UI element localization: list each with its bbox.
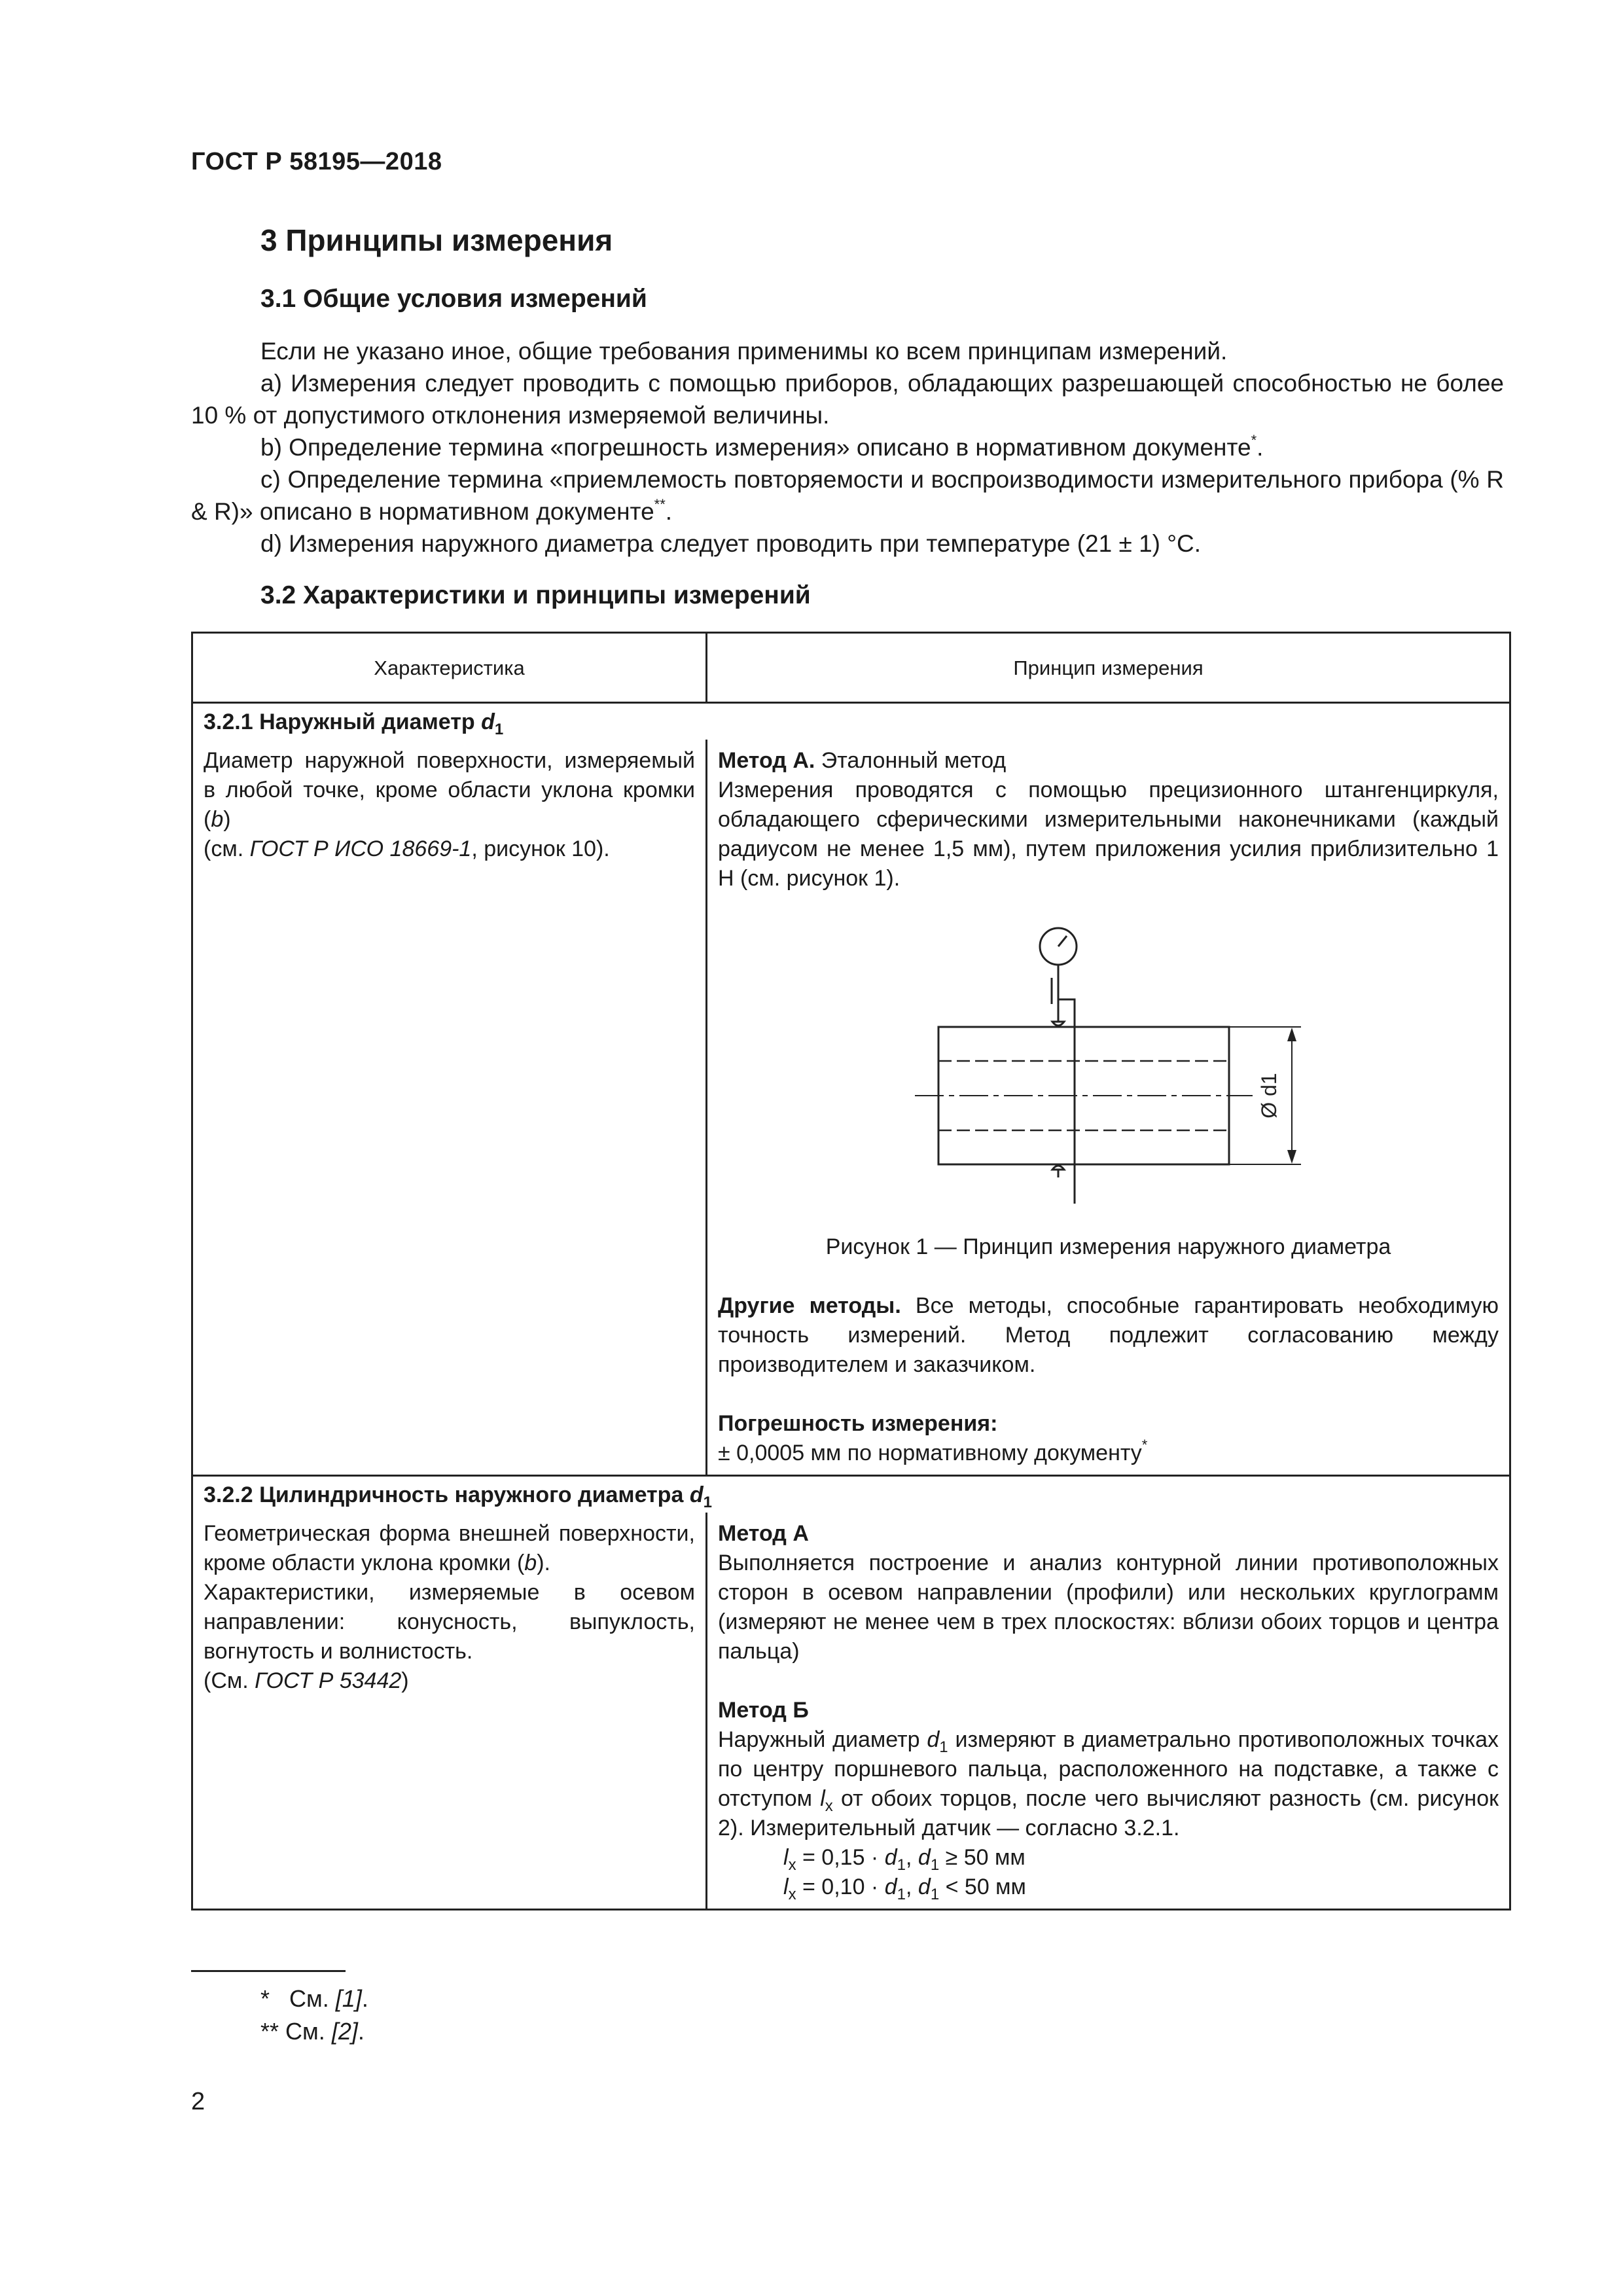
footnote-2-reference: [2] bbox=[331, 2018, 358, 2045]
gauge-needle bbox=[1058, 936, 1067, 946]
edge-slope-symbol: b bbox=[211, 807, 224, 832]
f2-d-sub: 1 bbox=[897, 1886, 906, 1903]
method-a-heading-2: Метод А bbox=[718, 1521, 809, 1546]
f2-x: x bbox=[788, 1886, 796, 1903]
row-3-2-1-heading-text: 3.2.1 Наружный диаметр bbox=[204, 709, 482, 734]
lower-probe-tip bbox=[1052, 1166, 1064, 1170]
method-a-description: Измерения проводятся с помощью прецизионного штангенциркуля, обладающего сферическими измерительными наконечниками (каждый радиусом не менее 1,5 мм), путем приложения усилия приблизительно 1 Н (см. рисунок 1). bbox=[718, 778, 1499, 891]
row-3-2-2-body bbox=[192, 1513, 1510, 1910]
item-b-footnote-mark: * bbox=[1251, 432, 1257, 448]
method-a-label: Метод А. bbox=[718, 748, 815, 773]
f1-d2: d bbox=[918, 1845, 931, 1870]
document-code: ГОСТ Р 58195—2018 bbox=[191, 148, 442, 175]
item-d: d) Измерения наружного диаметра следует проводить при температуре (21 ± 1) °C. bbox=[260, 530, 1202, 557]
sym-d: d bbox=[927, 1727, 940, 1752]
error-footnote-mark: * bbox=[1141, 1437, 1148, 1453]
footnote-1-suffix: . bbox=[361, 1985, 368, 2012]
sym-l-sub: x bbox=[825, 1797, 833, 1815]
f1-a: = 0,15 · bbox=[796, 1845, 885, 1870]
sym-d-sub: 1 bbox=[939, 1738, 948, 1756]
outer-diameter-description: Диаметр наружной поверхности, измеряемый в любой точке, кроме области уклона кромки ( bbox=[204, 748, 695, 832]
column-header-characteristic: Характеристика bbox=[192, 633, 707, 703]
f1-c: ≥ 50 мм bbox=[939, 1845, 1026, 1870]
paren-close-2: ). bbox=[537, 1551, 550, 1575]
measurement-error-label: Погрешность измерения: bbox=[718, 1411, 998, 1436]
diameter-label: Ø d1 bbox=[1257, 1073, 1281, 1119]
item-b-text: b) Определение термина «погрешность измерения» описано в нормативном документе bbox=[260, 434, 1251, 461]
method-a-heading bbox=[718, 746, 1499, 776]
f2-d2-sub: 1 bbox=[930, 1886, 940, 1903]
edge-slope-symbol-2: b bbox=[524, 1551, 537, 1575]
row-3-2-1-heading bbox=[192, 703, 1510, 740]
cylindricity-description: Геометрическая форма внешней поверхности, кроме области уклона кромки ( bbox=[204, 1521, 695, 1575]
f2-b: , bbox=[905, 1874, 918, 1899]
reference-suffix: , рисунок 10). bbox=[471, 836, 610, 861]
characteristics-table bbox=[191, 632, 1511, 1910]
sym-l: l bbox=[820, 1786, 825, 1811]
formula-2 bbox=[718, 1873, 1499, 1902]
other-methods bbox=[718, 1291, 1499, 1380]
figure-1-caption: Рисунок 1 — Принцип измерения наружного диаметра bbox=[825, 1234, 1391, 1259]
f2-d2: d bbox=[918, 1874, 931, 1899]
method-b-text-3: от обоих торцов, после чего вычисляют разность (см. рисунок 2). Измерительный датчик — согласно 3.2.1. bbox=[718, 1786, 1499, 1840]
row-3-2-1-characteristic bbox=[192, 740, 707, 1476]
row-3-2-1-body bbox=[192, 740, 1510, 1476]
dimension-arrow-bottom bbox=[1287, 1150, 1296, 1164]
paren-close: ) bbox=[223, 807, 231, 832]
f1-x: x bbox=[788, 1856, 796, 1874]
section-title: 3 Принципы измерения bbox=[260, 223, 613, 257]
footnote-2-mark: ** bbox=[260, 2018, 279, 2045]
f2-a: = 0,10 · bbox=[796, 1874, 885, 1899]
f1-l: l bbox=[783, 1845, 789, 1870]
f2-l: l bbox=[783, 1874, 789, 1899]
d1-subscript: 1 bbox=[494, 721, 504, 738]
method-b-description bbox=[718, 1725, 1499, 1843]
item-c bbox=[191, 463, 1504, 528]
intro-paragraph: Если не указано иное, общие требования применимы ко всем принципам измерений. bbox=[260, 338, 1228, 365]
footnote-1-reference: [1] bbox=[335, 1985, 362, 2012]
method-b-heading: Метод Б bbox=[718, 1698, 809, 1723]
row-3-2-2-principle bbox=[707, 1513, 1510, 1910]
d1-symbol: d bbox=[481, 709, 495, 734]
method-b-text-1: Наружный диаметр bbox=[718, 1727, 927, 1752]
method-b-text-2: измеряют в диаметрально противоположных точках по центру поршневого пальца, расположенного на подставке, а также с отступом bbox=[718, 1727, 1499, 1811]
dimension-arrow-top bbox=[1287, 1028, 1296, 1041]
page-number: 2 bbox=[191, 2088, 205, 2115]
f1-d-sub: 1 bbox=[897, 1856, 906, 1874]
footnote-1 bbox=[260, 1983, 368, 2015]
f1-d2-sub: 1 bbox=[930, 1856, 940, 1874]
item-c-text: c) Определение термина «приемлемость повторяемости и воспроизводимости измерительного прибора (% R & R)» описано в нормативном документе bbox=[191, 466, 1504, 525]
f1-d: d bbox=[884, 1845, 897, 1870]
row-3-2-2-characteristic bbox=[192, 1513, 707, 1910]
subsection-3-1-title: 3.1 Общие условия измерений bbox=[260, 285, 647, 313]
footnote-2 bbox=[260, 2016, 365, 2047]
other-methods-text: Все методы, способные гарантировать необходимую точность измерений. Метод подлежит согласованию между производителем и заказчиком. bbox=[718, 1293, 1499, 1377]
row-3-2-1-principle bbox=[707, 740, 1510, 1476]
formula-1 bbox=[718, 1843, 1499, 1873]
method-a-title: Эталонный метод bbox=[815, 748, 1007, 773]
item-c-end: . bbox=[665, 498, 673, 525]
row-3-2-1-title bbox=[192, 703, 1510, 740]
measurement-error-value bbox=[718, 1439, 1499, 1468]
method-a-description-2: Выполняется построение и анализ контурной линии противоположных сторон в осевом направлении (профили) или нескольких круглограмм (измеряют не менее чем в трех плоскостях: вблизи обоих торцов и центра пальца) bbox=[718, 1551, 1499, 1664]
reference-prefix: (см. bbox=[204, 836, 250, 861]
footnote-2-suffix: . bbox=[357, 2018, 365, 2045]
table-header-row bbox=[192, 633, 1510, 703]
item-b-end: . bbox=[1257, 434, 1264, 461]
axial-characteristics: Характеристики, измеряемые в осевом направлении: конусность, выпуклость, вогнутость и волнистость. bbox=[204, 1580, 695, 1664]
item-b bbox=[191, 431, 1504, 463]
standard-reference-2: ГОСТ Р 53442 bbox=[255, 1668, 402, 1693]
footnote-2-prefix: См. bbox=[285, 2018, 332, 2045]
row-3-2-2-title bbox=[192, 1476, 1510, 1513]
f2-c: < 50 мм bbox=[939, 1874, 1026, 1899]
standard-reference: ГОСТ Р ИСО 18669-1 bbox=[249, 836, 472, 861]
reference-suffix-2: ) bbox=[401, 1668, 409, 1693]
other-methods-label: Другие методы. bbox=[718, 1293, 901, 1318]
reference-prefix-2: (См. bbox=[204, 1668, 255, 1693]
upper-probe-tip bbox=[1052, 1022, 1064, 1026]
footnote-1-mark: * bbox=[260, 1985, 270, 2012]
d1-symbol-2: d bbox=[689, 1482, 704, 1507]
item-a: a) Измерения следует проводить с помощью приборов, обладающих разрешающей способностью не более 10 % от допустимого отклонения измеряемой величины. bbox=[191, 370, 1504, 429]
footnote-separator bbox=[191, 1970, 346, 1972]
row-3-2-2-heading bbox=[192, 1476, 1510, 1513]
f2-d: d bbox=[884, 1874, 897, 1899]
f1-b: , bbox=[905, 1845, 918, 1870]
measurement-error-text: ± 0,0005 мм по нормативному документу bbox=[718, 1441, 1142, 1465]
subsection-3-2-title: 3.2 Характеристики и принципы измерений bbox=[260, 581, 811, 609]
row-3-2-2-heading-text: 3.2.2 Цилиндричность наружного диаметра bbox=[204, 1482, 690, 1507]
column-header-principle: Принцип измерения bbox=[707, 633, 1510, 703]
d1-subscript-2: 1 bbox=[703, 1494, 712, 1511]
gauge-fixture bbox=[1058, 999, 1075, 1204]
outer-diameter-measurement-figure bbox=[906, 922, 1311, 1204]
item-c-footnote-mark: ** bbox=[654, 496, 666, 512]
footnote-1-prefix: См. bbox=[289, 1985, 336, 2012]
